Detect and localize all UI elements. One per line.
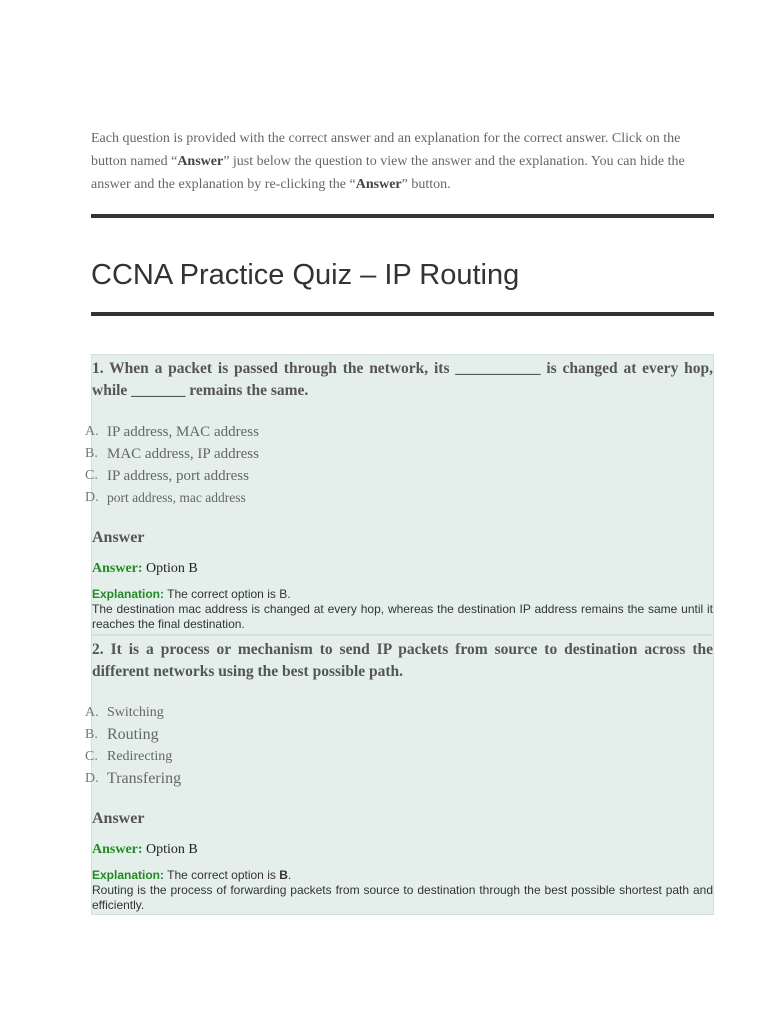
option-text: Redirecting xyxy=(107,749,173,764)
option-letter: D. xyxy=(85,490,99,505)
option-letter: A. xyxy=(85,424,99,439)
answer-button[interactable]: Answer xyxy=(92,810,145,827)
option-item xyxy=(86,421,713,443)
option-item xyxy=(86,465,713,487)
option-letter: C. xyxy=(85,468,98,483)
option-letter: A. xyxy=(85,705,99,720)
explanation-end: . xyxy=(287,868,292,882)
option-letter: B. xyxy=(85,727,98,742)
divider-top xyxy=(91,214,714,218)
explanation-head xyxy=(92,868,713,883)
explanation xyxy=(92,587,713,632)
question-text: 2. It is a process or mechanism to send IP packets from source to destination across the different networks using the best possible path. xyxy=(92,641,713,680)
intro-answer-bold-2: Answer xyxy=(355,177,402,192)
option-letter: D. xyxy=(85,771,99,786)
option-text: Routing xyxy=(107,726,159,743)
option-text: Switching xyxy=(107,705,164,720)
question-text: 1. When a packet is passed through the network, its ___________ is changed at every hop, while _______ remains the same. xyxy=(92,360,713,399)
intro-answer-bold-1: Answer xyxy=(177,154,224,169)
explanation-intro: The correct option is xyxy=(167,868,280,882)
option-item xyxy=(86,724,713,746)
explanation xyxy=(92,868,713,913)
option-text: MAC address, IP address xyxy=(107,446,259,462)
intro-text-2: ” just below the question to view the answer and the explanation. You can hide the answer and the explanation by re-clicking the “ xyxy=(91,154,685,192)
answer-value: Option B xyxy=(146,842,198,857)
option-item xyxy=(86,768,713,790)
option-text: IP address, port address xyxy=(107,468,249,484)
option-text: port address, mac address xyxy=(107,490,246,505)
option-item xyxy=(86,746,713,768)
answer-label: Answer: xyxy=(92,561,143,576)
intro-text-1: Each question is provided with the correct answer and an explanation for the correct answer. Click on the button named “ xyxy=(91,131,681,169)
option-letter: C. xyxy=(85,749,98,764)
intro-paragraph xyxy=(91,127,714,196)
option-item xyxy=(86,702,713,724)
explanation-body: Routing is the process of forwarding packets from source to destination through the best possible shortest path and efficiently. xyxy=(92,883,713,912)
explanation-head xyxy=(92,587,713,602)
quiz-list xyxy=(85,354,714,915)
explanation-label: Explanation: xyxy=(92,587,165,601)
explanation-option: B xyxy=(279,868,288,882)
explanation-label: Explanation: xyxy=(92,868,165,882)
option-item xyxy=(86,487,713,509)
answer-label: Answer: xyxy=(92,842,143,857)
option-letter: B. xyxy=(85,446,98,461)
answer-value: Option B xyxy=(146,561,198,576)
article-content xyxy=(85,127,714,915)
answer-line xyxy=(92,559,713,579)
options-list xyxy=(86,702,713,790)
option-text: Transfering xyxy=(107,770,182,787)
divider-bottom xyxy=(91,312,714,316)
explanation-body: The destination mac address is changed at every hop, whereas the destination IP address remains the same until it reaches the final destination. xyxy=(92,602,713,631)
options-list xyxy=(86,421,713,509)
page-title: CCNA Practice Quiz – IP Routing xyxy=(91,259,520,291)
option-text: IP address, MAC address xyxy=(107,424,259,440)
question-card xyxy=(85,354,714,635)
question-card xyxy=(85,635,714,915)
explanation-intro: The correct option is B. xyxy=(167,587,291,601)
intro-text-3: ” button. xyxy=(401,177,451,192)
answer-button[interactable]: Answer xyxy=(92,529,145,546)
answer-line xyxy=(92,840,713,860)
option-item xyxy=(86,443,713,465)
